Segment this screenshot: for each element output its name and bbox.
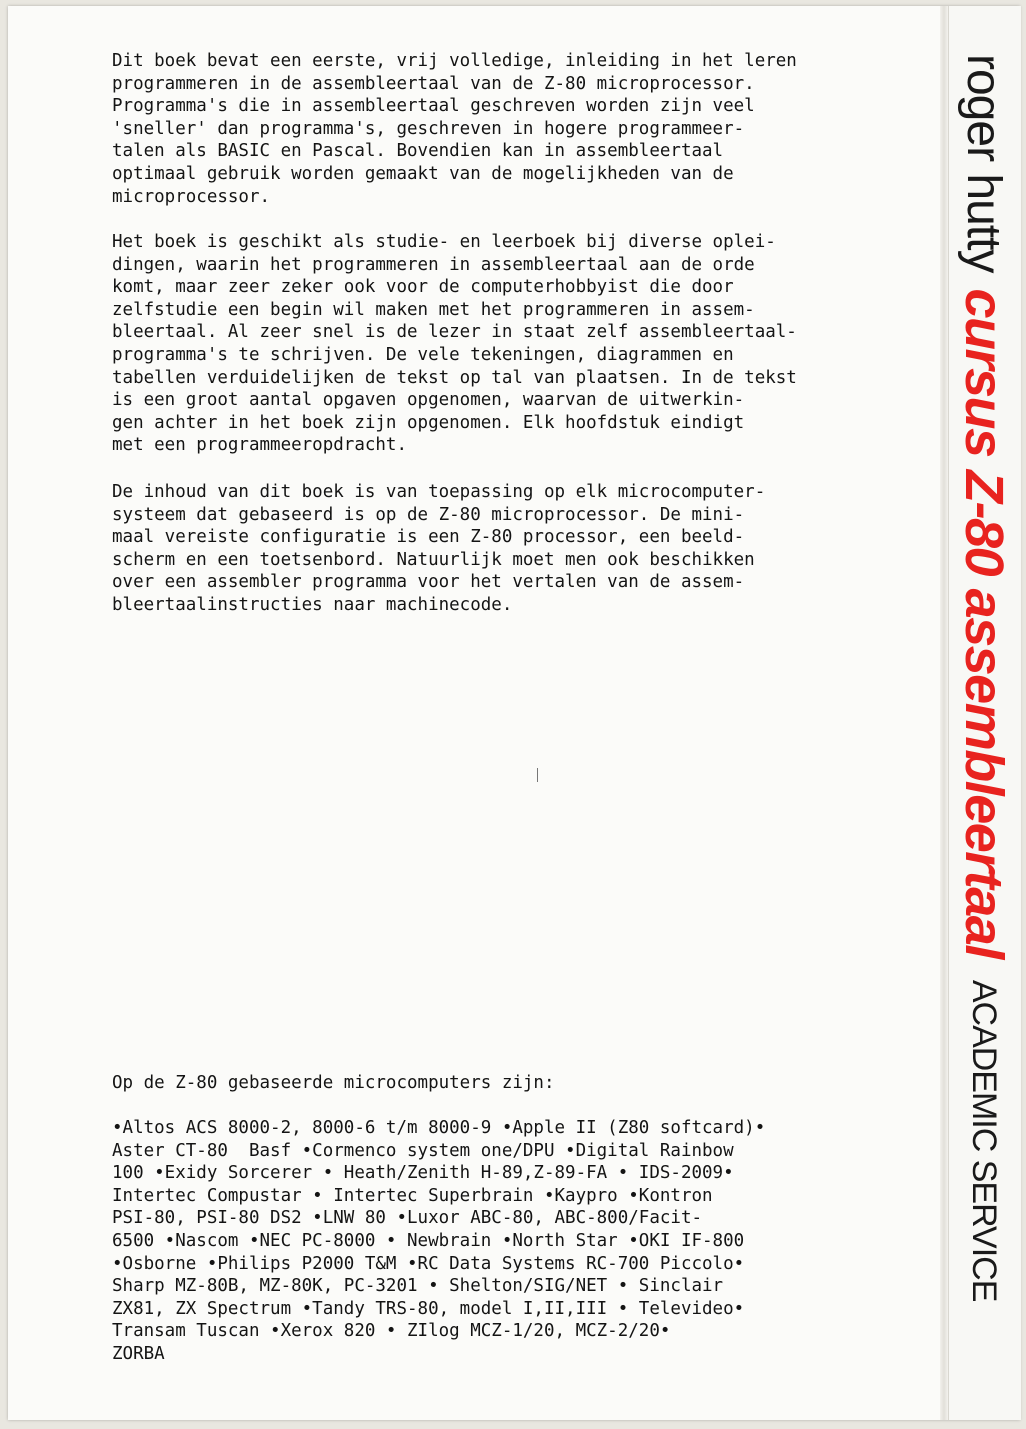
audience-paragraph: Het boek is geschikt als studie- en leerboek bij diverse oplei- dingen, waarin het programmeren in assembleertaal aan de orde komt, maar zeer zeker ook voor de computerhobbyist die door zelfstudie een begin wil maken met het programmeren in assem- bleertaal. Al zeer snel is de lezer in staat zelf assembleertaal- programma's te schrijven. De vele tekeningen, diagrammen en tabellen verduidelijken de tekst op tal van plaatsen. In de tekst is een groot aantal opgaven opgenomen, waarvan de uitwerkin- gen achter in het boek zijn opgenomen. Elk hoofdstuk eindigt met een programmeeropdracht. [112, 232, 797, 456]
spine-title: cursus Z-80 assembleertaal [954, 288, 1014, 958]
spine-author: roger hutty [957, 54, 1011, 273]
spine-text-rotator [949, 6, 1021, 1420]
spine-hinge [940, 6, 948, 1420]
spine-publisher: ACADEMIC SERVICE [965, 979, 1004, 1302]
book-spine [948, 6, 1021, 1420]
paper-speck [537, 768, 538, 782]
computers-heading: Op de Z-80 gebaseerde microcomputers zijn: [112, 1073, 555, 1093]
spine-line [953, 54, 1015, 1301]
book-cover [8, 6, 1020, 1420]
intro-paragraph: Dit boek bevat een eerste, vrij volledige, inleiding in het leren programmeren in de assembleertaal van de Z-80 microprocessor. Programma's die in assembleertaal geschreven worden zijn veel 'sneller' dan programma's, geschreven in hogere programmeer- talen als BASIC en Pascal. Bovendien kan in assembleertaal optimaal gebruik worden gemaakt van de mogelijkheden van de microprocessor. [112, 51, 797, 207]
back-cover [8, 6, 946, 1420]
requirements-paragraph: De inhoud van dit boek is van toepassing op elk microcomputer- systeem dat gebaseerd is op de Z-80 microprocessor. De mini- maal vereiste configuratie is een Z-80 processor, een beeld- scherm en een toetsenbord. Natuurlijk moet men ook beschikken over een assembler programma voor het vertalen van de assem- bleertaalinstructies naar machinecode. [112, 482, 766, 615]
computers-list: •Altos ACS 8000-2, 8000-6 t/m 8000-9 •Apple II (Z80 softcard)• Aster CT-80 Basf •Cormenco system one/DPU •Digital Rainbow 100 •Exidy Sorcerer • Heath/Zenith H-89,Z-89-FA • IDS-2009• Intertec Compustar • Intertec Superbrain •Kaypro •Kontron PSI-80, PSI-80 DS2 •LNW 80 •Luxor ABC-80, ABC-800/Facit- 6500 •Nascom •NEC PC-8000 • Newbrain •North Star •OKI IF-800 •Osborne •Philips P2000 T&M •RC Data Systems RC-700 Piccolo• Sharp MZ-80B, MZ-80K, PC-3201 • Shelton/SIG/NET • Sinclair ZX81, ZX Spectrum •Tandy TRS-80, model I,II,III • Televideo• Transam Tuscan •Xerox 820 • ZIlog MCZ-1/20, MCZ-2/20• ZORBA [112, 1118, 766, 1364]
